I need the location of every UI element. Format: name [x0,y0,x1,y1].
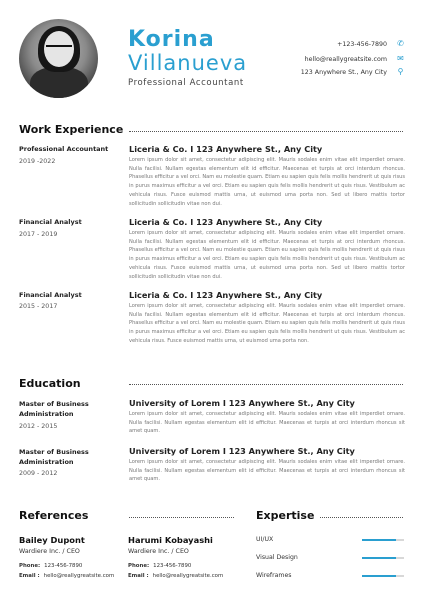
degree-description: Lorem ipsum dolor sit amet, consectetur adipiscing elit. Mauris sodales enim vitae elit imperdiet ornare. Nulla facilisi. Nullam egestas elementum elit id efficitur. Maecenas et turpis at orci interdum rhoncus sit amet quam. [129,411,405,435]
section-divider [320,517,403,518]
skill-label: Wireframes [256,572,292,579]
reference-phone-value: 123-456-7890 [153,563,192,569]
reference-email-value: hello@reallygreatsite.com [152,573,224,579]
reference-phone-value: 123-456-7890 [44,563,83,569]
address-text: 123 Anywhere St., Any City [300,68,387,76]
work-experience-heading: Work Experience [19,123,124,136]
job-description: Lorem ipsum dolor sit amet, consectetur adipiscing elit. Mauris sodales enim vitae elit imperdiet ornare. Nulla facilisi. Nullam egestas elementum elit id efficitur. Maecenas et turpis at orci interdum rhoncus. Phasellus efficitur a vel orci. Nam eu molestie quam. Etiam eu sapien quis felis mollis hendrerit ut quis risus in purus maximus efficitur a vel orci. Etiam eu sapien quis felis mollis hendrerit ut quis risus. Vestibulum ac vehicula risus. Fusce euismod mattis urna, ut euismod uma porta non. [129,303,405,344]
mail-icon: ✉ [397,54,404,63]
section-divider [129,384,403,385]
skill-bar [362,575,404,577]
reference-position: Wardiere Inc. / CEO [19,548,80,555]
job-description: Lorem ipsum dolor sit amet, consectetur adipiscing elit. Mauris sodales enim vitae elit imperdiet ornare. Nulla facilisi. Nullam egestas elementum elit id efficitur. Maecenas et turpis at orci interdum rhoncus. Phasellus efficitur a vel orci. Nam eu molestie quam. Etiam eu sapien quis felis mollis hendrerit ut quis risus in purus maximus efficitur a vel orci. Etiam eu sapien quis felis mollis hendrerit ut quis risus. Vestibulum ac vehicula risus. Fusce euismod mattis urna, ut euismod uma porta non. Sed ut libero mattis tortor sollicitudin sollicitudin vitae non dui. [129,230,405,280]
school-name: University of Lorem I 123 Anywhere St., Any City [129,446,355,456]
skill-bar [362,557,404,559]
job-company: Liceria & Co. I 123 Anywhere St., Any City [129,217,323,227]
reference-email [128,573,223,579]
degree-title: Master of Business Administration [19,448,89,466]
job-company: Liceria & Co. I 123 Anywhere St., Any City [129,144,323,154]
contact-email [305,55,405,63]
skill-bar-fill [362,557,396,559]
job-date: 2015 - 2017 [19,303,58,310]
reference-name: Bailey Dupont [19,535,85,545]
reference-email [19,573,114,579]
contact-phone [337,40,405,48]
email-text: hello@reallygreatsite.com [304,55,387,63]
reference-position: Wardiere Inc. / CEO [128,548,189,555]
contact-address [301,68,405,76]
references-heading: References [19,509,89,522]
expertise-heading: Expertise [256,509,315,522]
phone-label: Phone: [128,563,150,569]
first-name: Korina [128,27,215,52]
profile-photo [19,19,98,98]
skill-label: Visual Design [256,554,298,561]
phone-label: Phone: [19,563,41,569]
section-divider [129,131,403,132]
degree-description: Lorem ipsum dolor sit amet, consectetur adipiscing elit. Mauris sodales enim vitae elit imperdiet ornare. Nulla facilisi. Nullam egestas elementum elit id efficitur. Maecenas et turpis at orci interdum rhoncus sit amet quam. [129,459,405,483]
degree-title: Master of Business Administration [19,400,89,418]
phone-icon: ✆ [397,39,404,48]
job-title: Professional Accountant [19,145,109,153]
job-title: Financial Analyst [19,291,82,299]
education-heading: Education [19,377,81,390]
skill-label: UI/UX [256,536,274,543]
job-date: 2017 - 2019 [19,231,58,238]
skill-bar [362,539,404,541]
job-date: 2019 -2022 [19,158,56,165]
reference-name: Harumi Kobayashi [128,535,213,545]
job-role: Professional Accountant [128,78,244,88]
job-company: Liceria & Co. I 123 Anywhere St., Any City [129,290,323,300]
email-label: Email : [19,573,40,579]
reference-phone [128,563,191,569]
last-name: Villanueva [128,51,248,75]
degree-date: 2009 - 2012 [19,470,58,477]
degree-date: 2012 - 2015 [19,423,58,430]
location-icon: ⚲ [397,67,404,76]
phone-text: +123-456-7890 [337,40,387,48]
section-divider [129,517,234,518]
skill-bar-fill [362,575,396,577]
email-label: Email : [128,573,149,579]
school-name: University of Lorem I 123 Anywhere St., Any City [129,398,355,408]
skill-bar-fill [362,539,396,541]
reference-email-value: hello@reallygreatsite.com [43,573,115,579]
job-description: Lorem ipsum dolor sit amet, consectetur adipiscing elit. Mauris sodales enim vitae elit imperdiet ornare. Nulla facilisi. Nullam egestas elementum elit id efficitur. Maecenas et turpis at orci interdum rhoncus. Phasellus efficitur a vel orci. Nam eu molestie quam. Etiam eu sapien quis felis mollis hendrerit ut quis risus in purus maximus efficitur a vel orci. Etiam eu sapien quis felis mollis hendrerit ut quis risus. Vestibulum ac vehicula risus. Fusce euismod mattis urna, ut euismod uma porta non. Sed ut libero mattis tortor sollicitudin sollicitudin vitae non dui. [129,157,405,207]
job-title: Financial Analyst [19,218,82,226]
reference-phone [19,563,82,569]
